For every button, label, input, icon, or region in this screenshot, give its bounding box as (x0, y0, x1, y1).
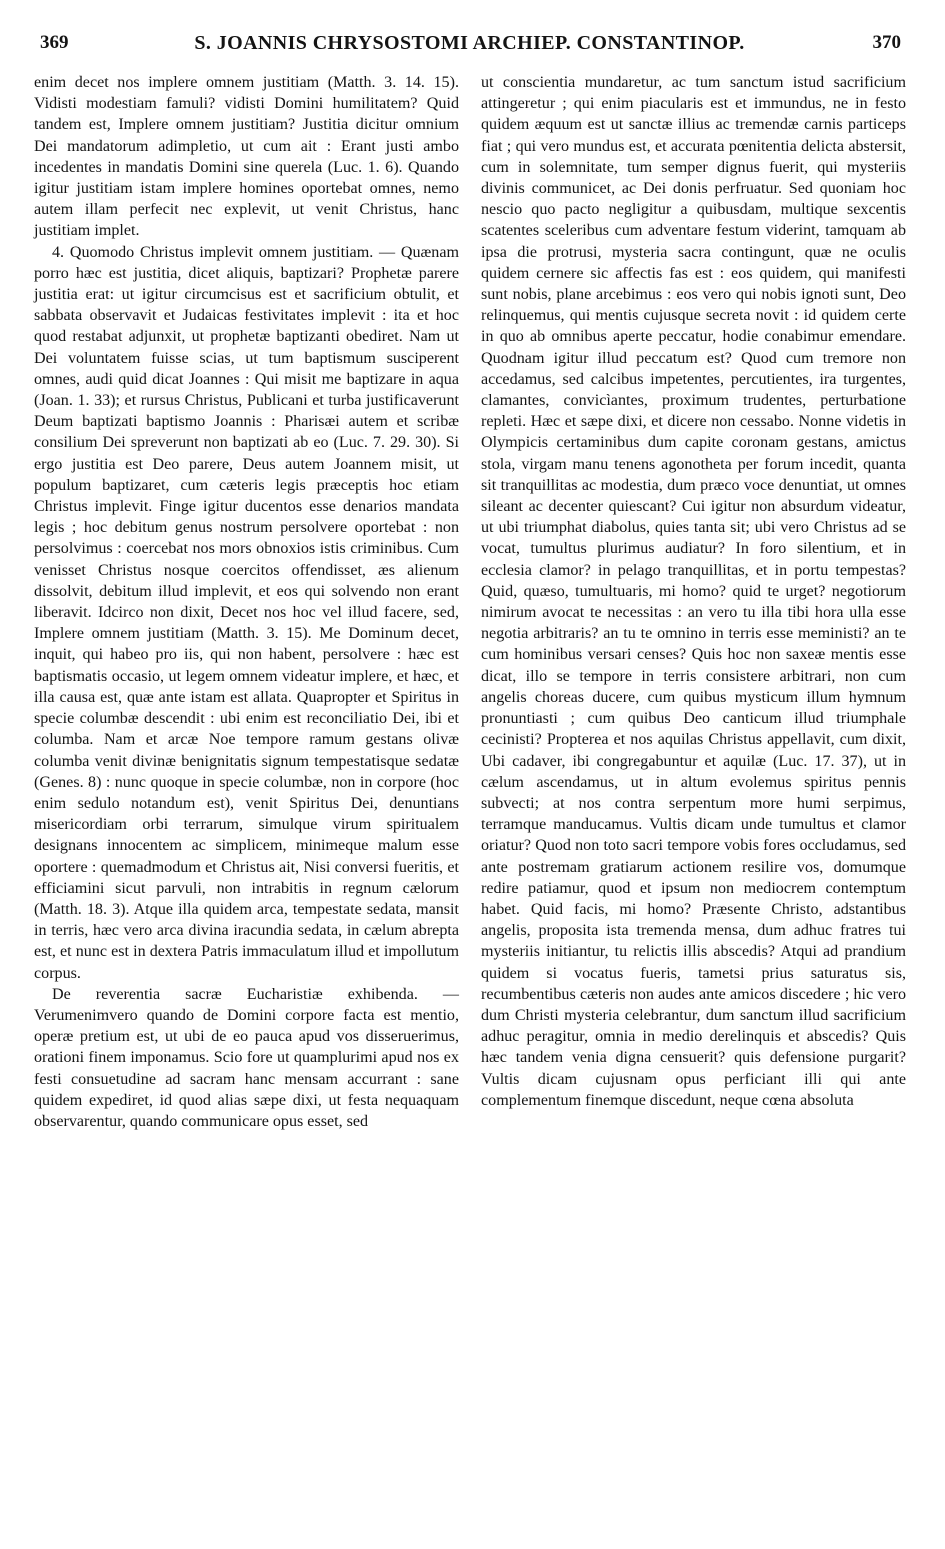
page-number-left: 369 (40, 32, 69, 53)
left-column (34, 72, 459, 1132)
paragraph: 4. Quomodo Christus implevit omnem justitiam. — Quænam porro hæc est justitia, dicet aliquis, baptizari? Prophetæ parere justitia erat: ut igitur circumcisus est et sacrificium obtulit, et sabbata observavit et Judaicas festivitates implevit : ita et hoc quod restabat adjunxit, ut prophetæ baptizanti obediret. Nam ut Dei voluntatem fuisse scias, ut tum baptismum susciperent omnes, audi quid dicat Joannes : Qui misit me baptizare in aqua (Joan. 1. 33); et rursus Christus, Publicani et turba justificaverunt Deum baptizati baptismo Joannis : Pharisæi autem et scribæ consilium Dei spreverunt non baptizati ab eo (Luc. 7. 29. 30). Si ergo justitia est Deo parere, Deus autem Joannem misit, ut populum baptizaret, cum cæteris legis præceptis hoc etiam Christus implevit. Finge igitur ducentos esse denarios mandata legis ; hoc debitum genus nostrum persolvere oportebat : non persolvimus : coercebat nos mors obnoxios istis criminibus. Cum venisset Christus nosque coercitos offendisset, æs alienum dissolvit, debitum illud implevit, et eos qui solvendo non erant liberavit. Idcirco non dixit, Decet nos hoc vel illud facere, sed, Implere omnem justitiam (Matth. 3. 15). Me Dominum decet, inquit, qui habeo pro iis, qui non habent, persolvere : hæc est baptismatis occasio, ut legem omnem videatur implere, et hæc, et illa causa est, quæ ante istam est allata. Quapropter et Spiritus in specie columbæ descendit : ubi enim est reconciliatio Dei, ibi et columba. Nam et arcæ Noe tempore ramum gestans olivæ columba venit divinæ benignitatis signum tempestatisque sedatæ (Genes. 8) : nunc quoque in specie columbæ, non in corpore (hoc enim sedulo notandum est), venit Spiritus Dei, denuntians misericordiam orbi terrarum, simulque virum spiritualem designans innocentem ac simplicem, minimeque malum esse oportere : quemadmodum et Christus ait, Nisi conversi fueritis, et efficiamini sicut parvuli, non intrabitis in regnum cælorum (Matth. 18. 3). Atque illa quidem arca, tempestate sedata, mansit in terris, hæc vero arca divina iracundia sedata, in cælum abrepta est, et nunc est in dextera Patris immaculatum illud et impollutum corpus. (34, 243, 459, 982)
paragraph: enim decet nos implere omnem justitiam (Matth. 3. 14. 15). Vidisti modestiam famuli? vidisti Domini humilitatem? Quid tandem est, Implere omnem justitiam? Justitia dicitur omnium Dei mandatorum adimpletio, ut cum ait : Erant justi ambo incedentes in mandatis Domini sine querela (Luc. 1. 6). Quando igitur justitiam istam implere homines oportebat omnes, nemo autem illam perfecit nec explevit, ut venit Christus, hanc justitiam implet. (34, 74, 459, 240)
paragraph: De reverentia sacræ Eucharistiæ exhibenda. — Verumenimvero quando de Domini corpore facta est mentio, operæ pretium est, ut ubi de eo pauca apud vos disseruerimus, orationi finem imponamus. Scio fore ut quamplurimi apud nos ex festi consuetudine ad sacram hanc mensam accurrant : sane quidem expediret, id quod alias sæpe dixi, ut festa nequaquam observarentur, quando communicare opus esset, sed (34, 985, 459, 1130)
paragraph: ut conscientia mundaretur, ac tum sanctum istud sacrificium attingeretur ; qui enim piacularis est et immundus, ne in festo quidem æquum est ut sanctæ illius ac tremendæ carnis particeps fiat ; qui vero mundus est, et accurata pœnitentia delicta abstersit, cum in solemnitate, tum semper dignus fuerit, qui mysteriis divinis communicet, ac Dei donis perfruatur. Sed quoniam hoc nescio quo pacto negligitur a quibusdam, multique sexcentis scatentes sceleribus cum adventare festum viderint, tamquam ab ipsa die protrusi, mysteria sacra contingunt, quæ ne oculis quidem cernere sic affectis fas est : eos quidem, qui manifesti sunt nobis, plane arcebimus : eos vero qui nobis ignoti sunt, Deo relinquemus, qui mentis cujusque secreta novit : id quidem certe in quo ab omnibus aperte peccatur, hodie conabimur emendare. Quodnam igitur illud peccatum est? Quod cum tremore non accedamus, sed calcibus impetentes, percutientes, ira turgentes, clamantes, convicìantes, proximum trudentes, perturbatione repleti. Hæc et sæpe dixi, et dicere non cessabo. Nonne videtis in Olympicis certaminibus dum capite coronam gestans, amictus stola, virgam manu tenens agonotheta per forum incedit, quanta sit tranquillitas ac modestia, dum præco voce denuntiat, ut omnes sileant ac decenter quiescant? Cui igitur non absurdum videatur, ut ubi triumphat diabolus, quies tanta sit; ubi vero Christus ad se vocat, tumultus plurimus audiatur? In foro silentium, et in ecclesia clamor? in pelago tranquillitas, et in portu tempestas? Quid, quæso, tumultuaris, mi homo? quid te urget? negotiorum nimirum avocat te necessitas : an vero tu illa tibi hora ulla esse negotia arbitraris? an tu te omnino in terris esse meministi? an te cum hominibus versari censes? Quis hoc non saxeæ mentis esse dicat, illo se tempore in terris consistere arbitrari, non cum angelis choreas ducere, cum quibus mysticum illum hymnum pronuntiasti ; cum quibus Deo canticum illud triumphale cecinisti? Propterea et nos aquilas Christus appellavit, cum dixit, Ubi cadaver, ibi congregabuntur et aquilæ (Luc. 17. 37), ut in cælum ascendamus, ut in altum evolemus spiritus pennis subvecti; at nos contra serpentum more humi serpimus, terramque manducamus. Vultis dicam unde tumultus et clamor oriatur? Quod non toto sacri tempore vobis fores occludamus, sed ante postremam gratiarum actionem resilire vos, domumque redire patiamur, quod et ipsum non mediocrem contemptum habet. Quid facis, mi homo? Præsente Christo, adstantibus angelis, proposita ista tremenda mensa, dum adhuc fratres tui mysteriis initiantur, tu relictis illis abscedis? Atqui ad prandium quidem si vocatus fueris, tametsi prius saturatus sis, recumbentibus cæteris non audes ante amicos discedere ; hic vero dum Christi mysteria celebrantur, dum sanctum illud sacrificium adhuc peragitur, omnia in medio derelinquis et abscedis? Quis hæc tandem venia digna censuerit? quis defensione purgarit? Vultis dicam cujusnam opus perficiant illi qui ante complementum finemque discedunt, neque cœna absoluta (481, 74, 906, 1109)
page-header (38, 30, 901, 64)
running-title: S. JOANNIS CHRYSOSTOMI ARCHIEP. CONSTANTINOP. (194, 32, 745, 54)
right-column (481, 72, 906, 1111)
page-number-right: 370 (872, 32, 901, 53)
